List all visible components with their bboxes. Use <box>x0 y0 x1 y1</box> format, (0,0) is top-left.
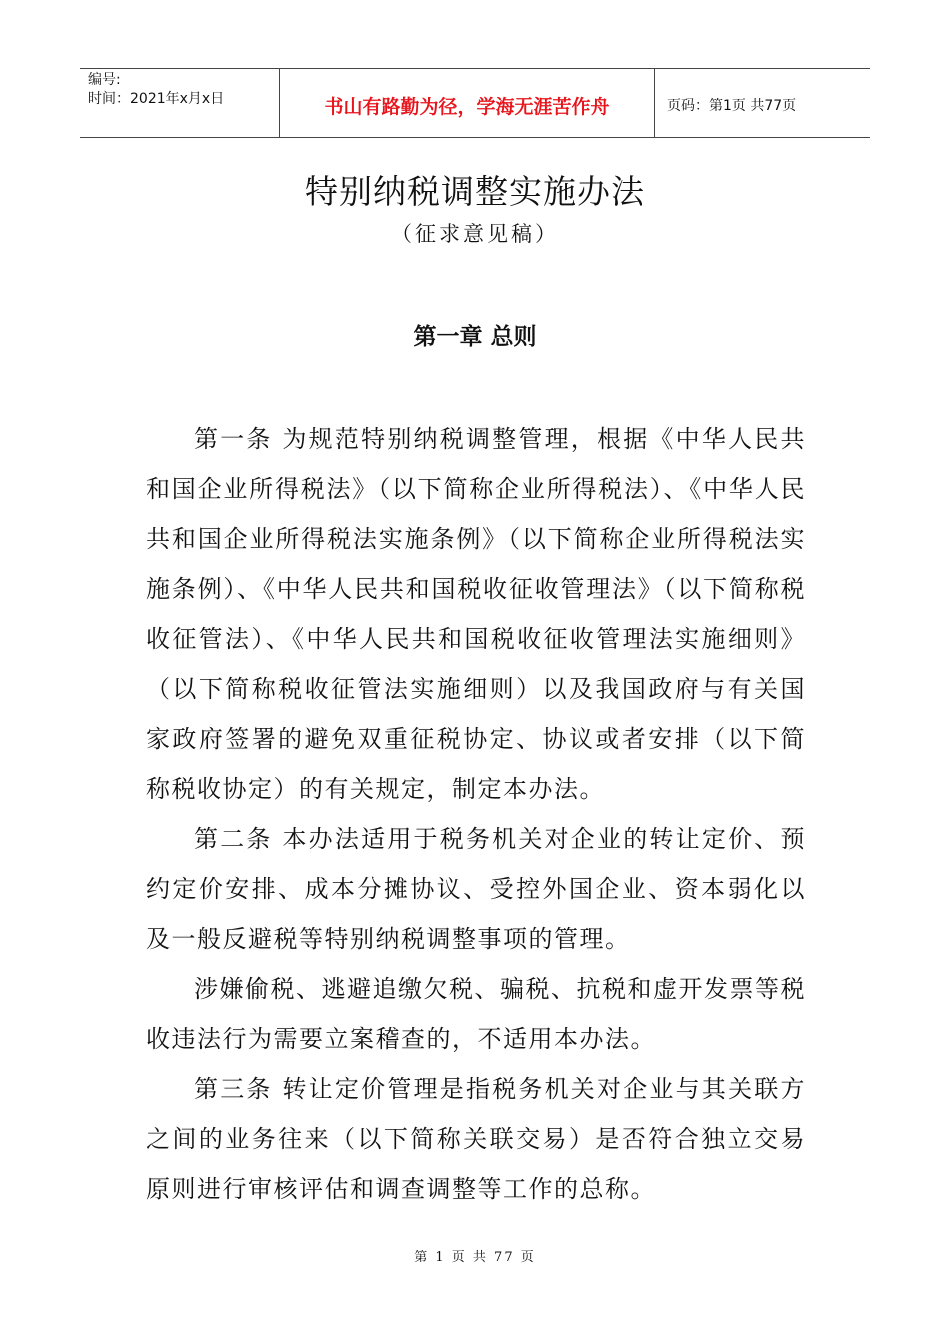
header-page-info: 页码：第1页 共77页 <box>667 98 797 114</box>
document-number-label: 编号: <box>88 72 121 88</box>
page-footer: 第 1 页 共 77 页 <box>414 1250 536 1265</box>
chapter-heading: 第一章 总则 <box>413 324 537 350</box>
document-time-label: 时间：2021年x月x日 <box>88 91 225 107</box>
header-meta <box>80 69 280 137</box>
document-title: 特别纳税调整实施办法 <box>305 172 645 211</box>
header-motto: 书山有路勤为径，学海无涯苦作舟 <box>280 69 655 137</box>
document-subtitle: （征求意见稿） <box>391 222 559 246</box>
page-header <box>80 68 870 138</box>
paragraph-article-3: 第三条 转让定价管理是指税务机关对企业与其关联方之间的业务往来（以下简称关联交易）是否符合独立交易原则进行审核评估和调查调整等工作的总称。 <box>146 1075 806 1203</box>
document-body <box>146 414 806 1214</box>
paragraph-article-1: 第一条 为规范特别纳税调整管理，根据《中华人民共和国企业所得税法》（以下简称企业所得税法）、《中华人民共和国企业所得税法实施条例》（以下简称企业所得税法实施条例）、《中华人民共和国税收征收管理法》（以下简称税收征管法）、《中华人民共和国税收征收管理法实施细则》（以下简称税收征管法实施细则）以及我国政府与有关国家政府签署的避免双重征税协定、协议或者安排（以下简称税收协定）的有关规定，制定本办法。 <box>146 425 806 803</box>
paragraph-article-2: 第二条 本办法适用于税务机关对企业的转让定价、预约定价安排、成本分摊协议、受控外国企业、资本弱化以及一般反避税等特别纳税调整事项的管理。 <box>146 825 806 953</box>
paragraph-article-2-exclusion: 涉嫌偷税、逃避追缴欠税、骗税、抗税和虚开发票等税收违法行为需要立案稽查的，不适用本办法。 <box>146 975 806 1053</box>
